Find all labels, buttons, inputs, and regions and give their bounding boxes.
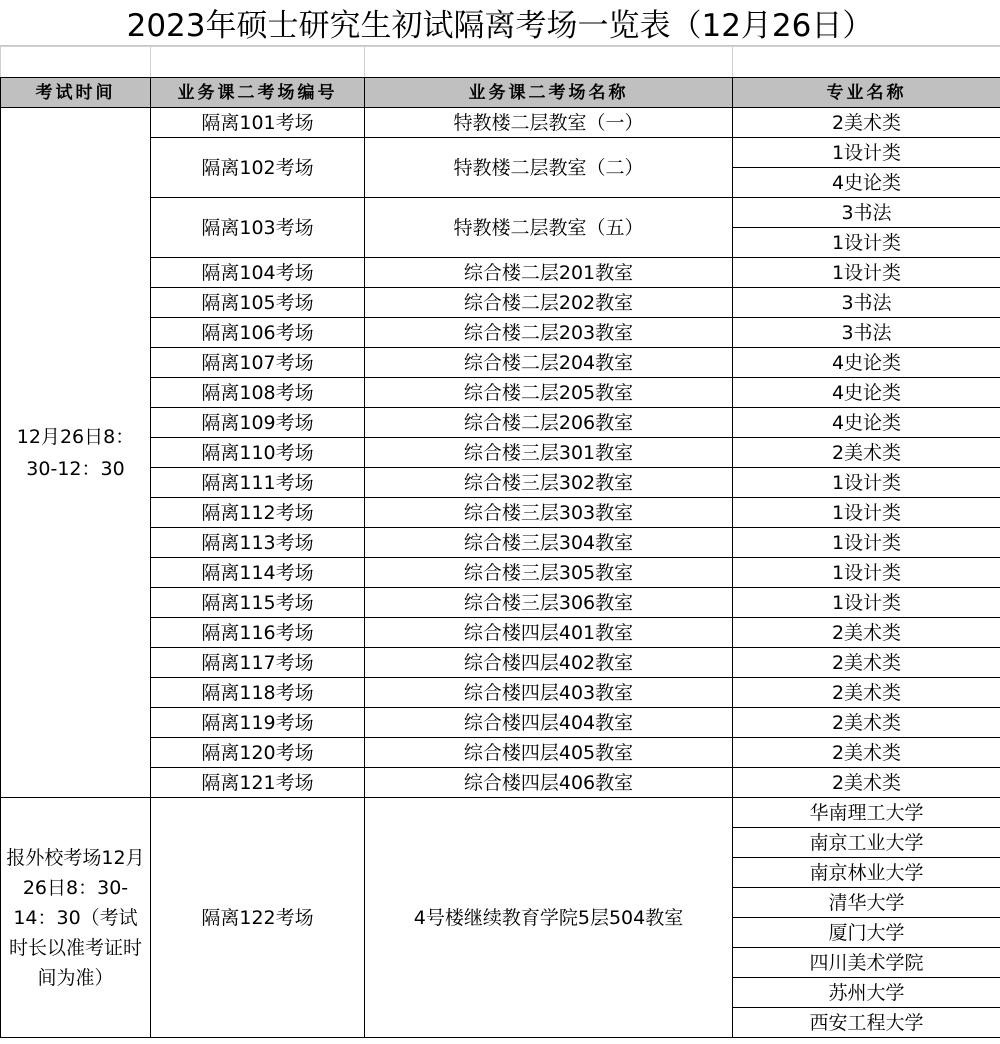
room-number-cell[interactable]: 隔离110考场 bbox=[151, 438, 365, 468]
room-number-cell[interactable]: 隔离117考场 bbox=[151, 648, 365, 678]
room-number-cell[interactable]: 隔离105考场 bbox=[151, 288, 365, 318]
room-number-cell[interactable]: 隔离112考场 bbox=[151, 498, 365, 528]
room-number-cell[interactable]: 隔离113考场 bbox=[151, 528, 365, 558]
table-row bbox=[1, 498, 1000, 528]
major-cell[interactable]: 1设计类 bbox=[733, 258, 1000, 288]
table-row bbox=[1, 678, 1000, 708]
table-row bbox=[1, 198, 1000, 228]
table-row bbox=[1, 618, 1000, 648]
major-cell[interactable]: 3书法 bbox=[733, 198, 1000, 228]
blank-cell[interactable] bbox=[151, 47, 365, 78]
major-cell[interactable]: 1设计类 bbox=[733, 228, 1000, 258]
table-row bbox=[1, 468, 1000, 498]
major-cell[interactable]: 厦门大学 bbox=[733, 918, 1000, 948]
room-name-cell[interactable]: 4号楼继续教育学院5层504教室 bbox=[365, 798, 733, 1038]
exam-room-table bbox=[0, 46, 1000, 1038]
table-row bbox=[1, 438, 1000, 468]
room-name-cell[interactable]: 特教楼二层教室（二） bbox=[365, 138, 733, 198]
page-title: 2023年硕士研究生初试隔离考场一览表（12月26日） bbox=[0, 0, 1000, 46]
major-cell[interactable]: 1设计类 bbox=[733, 138, 1000, 168]
table-row bbox=[1, 258, 1000, 288]
table-row bbox=[1, 108, 1000, 138]
room-name-cell[interactable]: 综合楼二层205教室 bbox=[365, 378, 733, 408]
room-name-cell[interactable]: 综合楼四层406教室 bbox=[365, 768, 733, 798]
room-name-cell[interactable]: 综合楼二层206教室 bbox=[365, 408, 733, 438]
table-row bbox=[1, 348, 1000, 378]
major-cell[interactable]: 2美术类 bbox=[733, 708, 1000, 738]
major-cell[interactable]: 2美术类 bbox=[733, 678, 1000, 708]
blank-cell[interactable] bbox=[1, 47, 151, 78]
room-number-cell[interactable]: 隔离120考场 bbox=[151, 738, 365, 768]
major-cell[interactable]: 1设计类 bbox=[733, 558, 1000, 588]
table-row bbox=[1, 408, 1000, 438]
exam-time-cell[interactable]: 报外校考场12月26日8：30-14：30（考试时长以准考证时间为准） bbox=[1, 798, 151, 1038]
room-name-cell[interactable]: 综合楼三层305教室 bbox=[365, 558, 733, 588]
header-row bbox=[1, 78, 1000, 108]
room-name-cell[interactable]: 综合楼三层306教室 bbox=[365, 588, 733, 618]
major-cell[interactable]: 2美术类 bbox=[733, 648, 1000, 678]
table-row bbox=[1, 648, 1000, 678]
major-cell[interactable]: 2美术类 bbox=[733, 108, 1000, 138]
blank-row bbox=[1, 47, 1000, 78]
room-number-cell[interactable]: 隔离103考场 bbox=[151, 198, 365, 258]
major-cell[interactable]: 南京工业大学 bbox=[733, 828, 1000, 858]
table-row bbox=[1, 528, 1000, 558]
major-cell[interactable]: 四川美术学院 bbox=[733, 948, 1000, 978]
header-room-name[interactable]: 业务课二考场名称 bbox=[365, 78, 733, 108]
room-number-cell[interactable]: 隔离118考场 bbox=[151, 678, 365, 708]
room-name-cell[interactable]: 综合楼四层404教室 bbox=[365, 708, 733, 738]
exam-time-cell[interactable]: 12月26日8：30-12：30 bbox=[1, 108, 151, 798]
room-number-cell[interactable]: 隔离104考场 bbox=[151, 258, 365, 288]
header-major[interactable]: 专业名称 bbox=[733, 78, 1000, 108]
room-number-cell[interactable]: 隔离102考场 bbox=[151, 138, 365, 198]
major-cell[interactable]: 3书法 bbox=[733, 288, 1000, 318]
room-number-cell[interactable]: 隔离115考场 bbox=[151, 588, 365, 618]
major-cell[interactable]: 1设计类 bbox=[733, 498, 1000, 528]
header-time[interactable]: 考试时间 bbox=[1, 78, 151, 108]
room-number-cell[interactable]: 隔离111考场 bbox=[151, 468, 365, 498]
room-name-cell[interactable]: 综合楼四层403教室 bbox=[365, 678, 733, 708]
room-name-cell[interactable]: 综合楼二层203教室 bbox=[365, 318, 733, 348]
major-cell[interactable]: 华南理工大学 bbox=[733, 798, 1000, 828]
room-name-cell[interactable]: 综合楼三层304教室 bbox=[365, 528, 733, 558]
room-name-cell[interactable]: 综合楼二层201教室 bbox=[365, 258, 733, 288]
room-name-cell[interactable]: 特教楼二层教室（一） bbox=[365, 108, 733, 138]
room-number-cell[interactable]: 隔离119考场 bbox=[151, 708, 365, 738]
blank-cell[interactable] bbox=[365, 47, 733, 78]
table-row bbox=[1, 318, 1000, 348]
major-cell[interactable]: 3书法 bbox=[733, 318, 1000, 348]
room-name-cell[interactable]: 综合楼二层204教室 bbox=[365, 348, 733, 378]
major-cell[interactable]: 2美术类 bbox=[733, 768, 1000, 798]
table-row bbox=[1, 288, 1000, 318]
room-name-cell[interactable]: 综合楼三层303教室 bbox=[365, 498, 733, 528]
room-name-cell[interactable]: 综合楼三层302教室 bbox=[365, 468, 733, 498]
blank-cell[interactable] bbox=[733, 47, 1000, 78]
major-cell[interactable]: 4史论类 bbox=[733, 378, 1000, 408]
room-number-cell[interactable]: 隔离101考场 bbox=[151, 108, 365, 138]
room-number-cell[interactable]: 隔离116考场 bbox=[151, 618, 365, 648]
major-cell[interactable]: 2美术类 bbox=[733, 438, 1000, 468]
major-cell[interactable]: 4史论类 bbox=[733, 408, 1000, 438]
major-cell[interactable]: 2美术类 bbox=[733, 618, 1000, 648]
room-name-cell[interactable]: 特教楼二层教室（五） bbox=[365, 198, 733, 258]
table-row bbox=[1, 378, 1000, 408]
table-row bbox=[1, 738, 1000, 768]
major-cell[interactable]: 2美术类 bbox=[733, 738, 1000, 768]
major-cell[interactable]: 1设计类 bbox=[733, 468, 1000, 498]
table-row bbox=[1, 798, 1000, 828]
room-number-cell[interactable]: 隔离121考场 bbox=[151, 768, 365, 798]
table-row bbox=[1, 558, 1000, 588]
room-number-cell[interactable]: 隔离114考场 bbox=[151, 558, 365, 588]
room-name-cell[interactable]: 综合楼二层202教室 bbox=[365, 288, 733, 318]
major-cell[interactable]: 1设计类 bbox=[733, 528, 1000, 558]
room-number-cell[interactable]: 隔离107考场 bbox=[151, 348, 365, 378]
header-room-no[interactable]: 业务课二考场编号 bbox=[151, 78, 365, 108]
table-row bbox=[1, 708, 1000, 738]
room-number-cell[interactable]: 隔离109考场 bbox=[151, 408, 365, 438]
table-row bbox=[1, 768, 1000, 798]
major-cell[interactable]: 清华大学 bbox=[733, 888, 1000, 918]
room-name-cell[interactable]: 综合楼四层402教室 bbox=[365, 648, 733, 678]
table-row bbox=[1, 138, 1000, 168]
major-cell[interactable]: 西安工程大学 bbox=[733, 1008, 1000, 1038]
room-name-cell[interactable]: 综合楼三层301教室 bbox=[365, 438, 733, 468]
major-cell[interactable]: 1设计类 bbox=[733, 588, 1000, 618]
major-cell[interactable]: 4史论类 bbox=[733, 168, 1000, 198]
room-name-cell[interactable]: 综合楼四层405教室 bbox=[365, 738, 733, 768]
room-name-cell[interactable]: 综合楼四层401教室 bbox=[365, 618, 733, 648]
major-cell[interactable]: 南京林业大学 bbox=[733, 858, 1000, 888]
major-cell[interactable]: 苏州大学 bbox=[733, 978, 1000, 1008]
room-number-cell[interactable]: 隔离106考场 bbox=[151, 318, 365, 348]
major-cell[interactable]: 4史论类 bbox=[733, 348, 1000, 378]
room-number-cell[interactable]: 隔离122考场 bbox=[151, 798, 365, 1038]
table-row bbox=[1, 588, 1000, 618]
room-number-cell[interactable]: 隔离108考场 bbox=[151, 378, 365, 408]
